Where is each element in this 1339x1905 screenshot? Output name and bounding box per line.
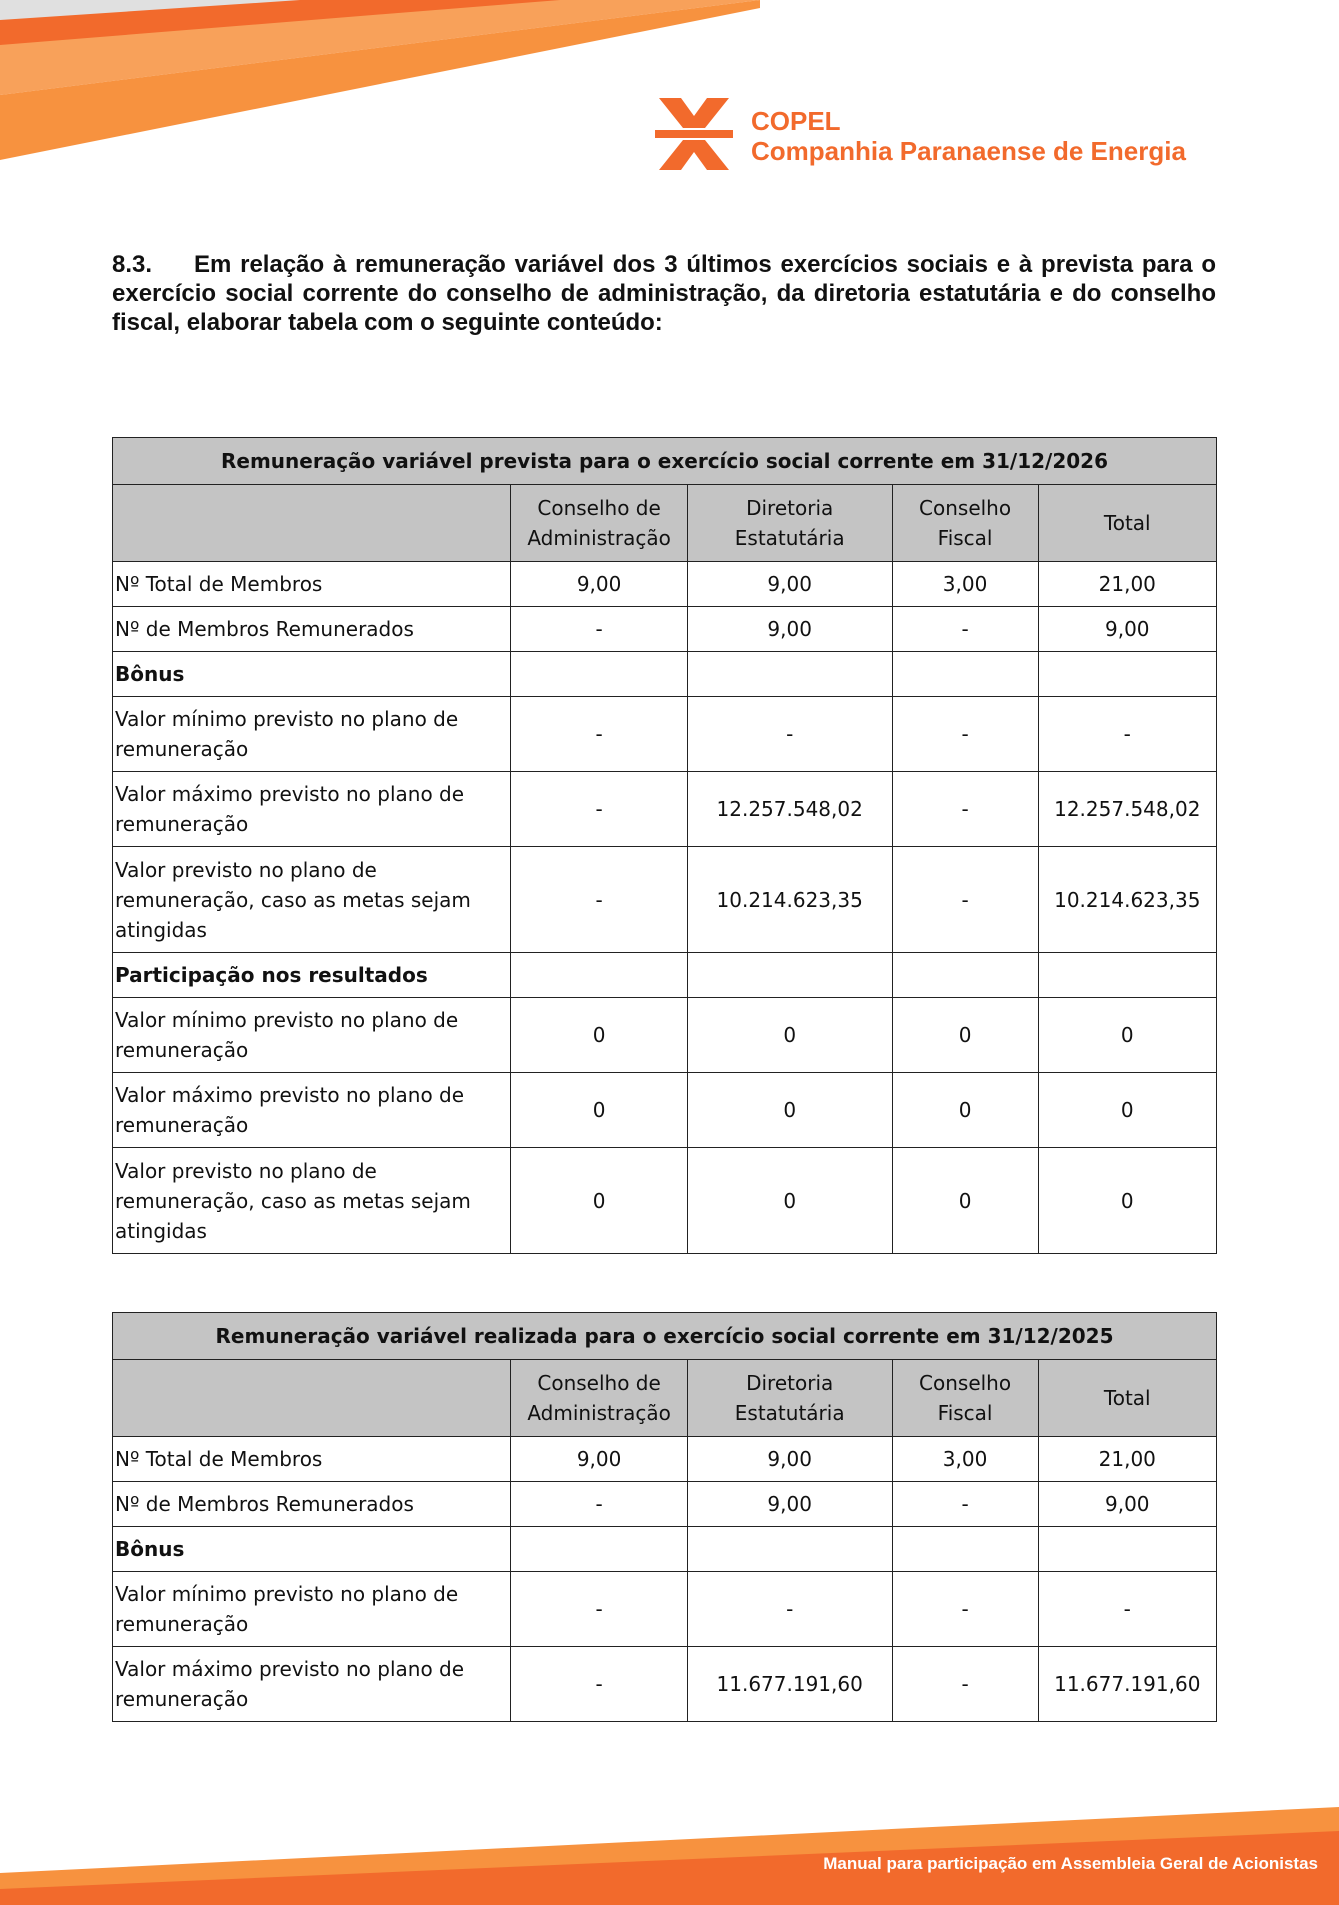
table-cell: 0 xyxy=(511,1148,687,1254)
table-cell: - xyxy=(687,1572,892,1647)
table-cell: - xyxy=(892,847,1038,953)
table-cell: - xyxy=(511,1647,687,1722)
table-cell: 10.214.623,35 xyxy=(687,847,892,953)
table-cell: - xyxy=(511,847,687,953)
table-cell: 0 xyxy=(687,1073,892,1148)
table-cell: - xyxy=(892,1572,1038,1647)
table-row xyxy=(113,1073,1217,1148)
header-conselho-adm: Conselho de Administração xyxy=(511,485,687,562)
table-cell: 3,00 xyxy=(892,562,1038,607)
table-cell: - xyxy=(511,607,687,652)
table-cell: - xyxy=(1038,1572,1216,1647)
logo-company-name: Companhia Paranaense de Energia xyxy=(751,136,1186,166)
row-label: Nº de Membros Remunerados xyxy=(113,1482,511,1527)
table-cell xyxy=(1038,1527,1216,1572)
section-text: Em relação à remuneração variável dos 3 últimos exercícios sociais e à prevista para o exercício social corrente do conselho de administração, da diretoria estatutária e do conselho fiscal, elaborar tabela com o seguinte conteúdo: xyxy=(112,251,1216,336)
table-cell: 12.257.548,02 xyxy=(687,772,892,847)
table-cell xyxy=(687,1527,892,1572)
table-cell: - xyxy=(1038,697,1216,772)
table-row xyxy=(113,562,1217,607)
footer-text: Manual para participação em Assembleia Geral de Acionistas xyxy=(823,1854,1318,1873)
table-cell: - xyxy=(511,697,687,772)
table-cell: 0 xyxy=(511,1073,687,1148)
table-cell: 21,00 xyxy=(1038,562,1216,607)
table-cell: - xyxy=(511,1482,687,1527)
table-row xyxy=(113,1148,1217,1254)
table-cell: 11.677.191,60 xyxy=(687,1647,892,1722)
table-cell xyxy=(511,652,687,697)
table-row xyxy=(113,697,1217,772)
table-cell: - xyxy=(892,1482,1038,1527)
table-cell: 9,00 xyxy=(687,1437,892,1482)
table-cell: 0 xyxy=(687,998,892,1073)
row-label: Valor previsto no plano de remuneração, caso as metas sejam atingidas xyxy=(113,847,511,953)
row-label: Nº Total de Membros xyxy=(113,1437,511,1482)
table-cell: 9,00 xyxy=(1038,607,1216,652)
table-cell: 0 xyxy=(892,998,1038,1073)
table-row xyxy=(113,1527,1217,1572)
table-cell: 0 xyxy=(511,998,687,1073)
table-row xyxy=(113,953,1217,998)
table-cell: 0 xyxy=(1038,998,1216,1073)
copel-logo-icon xyxy=(655,98,733,170)
table-cell: - xyxy=(892,607,1038,652)
table-cell: - xyxy=(687,697,892,772)
table-realizada xyxy=(112,1312,1217,1722)
row-label: Valor máximo previsto no plano de remuneração xyxy=(113,1073,511,1148)
row-label: Valor mínimo previsto no plano de remuneração xyxy=(113,998,511,1073)
table-row xyxy=(113,652,1217,697)
header-conselho-adm: Conselho de Administração xyxy=(511,1360,687,1437)
logo-brand-name: COPEL xyxy=(751,106,841,136)
row-label: Valor mínimo previsto no plano de remuneração xyxy=(113,1572,511,1647)
table-cell: - xyxy=(511,772,687,847)
table-cell: 0 xyxy=(687,1148,892,1254)
row-label: Valor previsto no plano de remuneração, caso as metas sejam atingidas xyxy=(113,1148,511,1254)
table-cell: 0 xyxy=(1038,1073,1216,1148)
table-cell: 3,00 xyxy=(892,1437,1038,1482)
table-cell xyxy=(511,1527,687,1572)
table-cell xyxy=(687,953,892,998)
table-cell: 21,00 xyxy=(1038,1437,1216,1482)
table-cell: - xyxy=(892,697,1038,772)
table-cell: - xyxy=(892,772,1038,847)
table-cell xyxy=(892,953,1038,998)
header-conselho-fiscal: Conselho Fiscal xyxy=(892,485,1038,562)
table-row xyxy=(113,1482,1217,1527)
table-cell: 9,00 xyxy=(1038,1482,1216,1527)
table-cell: 9,00 xyxy=(511,1437,687,1482)
table-row xyxy=(113,607,1217,652)
header-blank xyxy=(113,1360,511,1437)
table-cell: 11.677.191,60 xyxy=(1038,1647,1216,1722)
table-cell: 9,00 xyxy=(687,562,892,607)
section-label: Bônus xyxy=(113,1527,511,1572)
table-cell: 0 xyxy=(892,1073,1038,1148)
table-prevista xyxy=(112,437,1217,1254)
table-row xyxy=(113,847,1217,953)
table-cell: 9,00 xyxy=(511,562,687,607)
table-cell: 10.214.623,35 xyxy=(1038,847,1216,953)
row-label: Valor máximo previsto no plano de remuneração xyxy=(113,1647,511,1722)
table-title: Remuneração variável prevista para o exercício social corrente em 31/12/2026 xyxy=(113,438,1217,485)
table-cell: 12.257.548,02 xyxy=(1038,772,1216,847)
table-cell xyxy=(1038,652,1216,697)
header-diretoria: Diretoria Estatutária xyxy=(687,1360,892,1437)
footer-band xyxy=(0,1785,1339,1905)
row-label: Valor máximo previsto no plano de remuneração xyxy=(113,772,511,847)
header-conselho-fiscal: Conselho Fiscal xyxy=(892,1360,1038,1437)
row-label: Nº de Membros Remunerados xyxy=(113,607,511,652)
copel-logo xyxy=(655,92,1215,172)
table-row xyxy=(113,1572,1217,1647)
table-cell: - xyxy=(892,1647,1038,1722)
header-diretoria: Diretoria Estatutária xyxy=(687,485,892,562)
header-total: Total xyxy=(1038,485,1216,562)
header-blank xyxy=(113,485,511,562)
section-intro xyxy=(112,250,1216,337)
section-label: Participação nos resultados xyxy=(113,953,511,998)
table-cell xyxy=(892,652,1038,697)
table-cell: 9,00 xyxy=(687,607,892,652)
table-cell: 9,00 xyxy=(687,1482,892,1527)
table-row xyxy=(113,1437,1217,1482)
table-row xyxy=(113,772,1217,847)
row-label: Nº Total de Membros xyxy=(113,562,511,607)
table-row xyxy=(113,1647,1217,1722)
table-cell xyxy=(511,953,687,998)
table-cell xyxy=(892,1527,1038,1572)
section-number: 8.3. xyxy=(112,251,153,278)
table-cell xyxy=(687,652,892,697)
table-row xyxy=(113,998,1217,1073)
table-title: Remuneração variável realizada para o exercício social corrente em 31/12/2025 xyxy=(113,1313,1217,1360)
header-total: Total xyxy=(1038,1360,1216,1437)
table-cell xyxy=(1038,953,1216,998)
section-label: Bônus xyxy=(113,652,511,697)
table-cell: - xyxy=(511,1572,687,1647)
table-cell: 0 xyxy=(1038,1148,1216,1254)
row-label: Valor mínimo previsto no plano de remuneração xyxy=(113,697,511,772)
table-cell: 0 xyxy=(892,1148,1038,1254)
